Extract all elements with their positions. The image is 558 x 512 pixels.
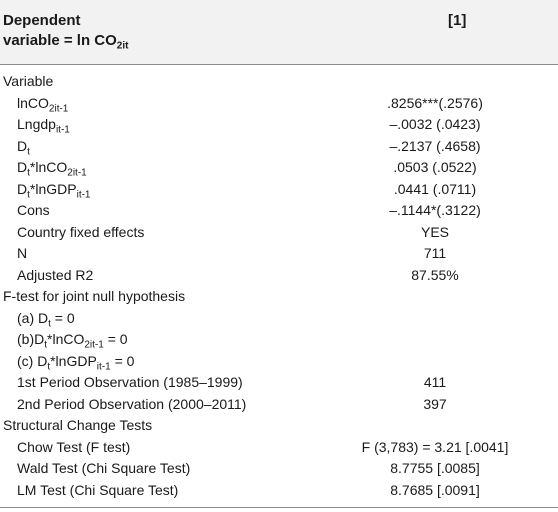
row-label-post: *lnCO: [47, 331, 85, 347]
row-label: [17, 437, 130, 459]
row-label-post2: = 0: [103, 331, 128, 347]
row-label-sub2: 2it-1: [67, 167, 87, 179]
row-label: [17, 351, 134, 373]
row-value: 8.7685 [.0091]: [390, 481, 480, 498]
row-label: [3, 286, 185, 308]
row-value: –.1144*(.3122): [389, 202, 481, 218]
row-label: [17, 329, 128, 351]
row-label: [17, 394, 246, 416]
row-label-sub: t: [48, 318, 51, 329]
row-label-sub: t: [47, 361, 51, 372]
row-label-label: Lngdp: [17, 116, 56, 132]
table-row: [0, 458, 558, 480]
row-label-post: = 0: [50, 309, 75, 326]
row-label-label: N: [17, 245, 28, 261]
row-label-post: *lnCO: [29, 159, 68, 175]
row-label-label: Variable: [3, 73, 54, 89]
row-label-label: Cons: [17, 202, 50, 218]
row-label-sub2: 2it-1: [84, 339, 104, 351]
row-label-label: D: [17, 159, 28, 175]
row-label-label: (b)D: [17, 331, 45, 347]
row-label-sub: t: [44, 339, 48, 351]
table-row: [0, 114, 558, 136]
table-row: [0, 136, 558, 158]
row-label-label: Country fixed effects: [17, 223, 145, 240]
section-header-row: [0, 415, 558, 437]
row-label-label: F-test for joint null hypothesis: [3, 288, 186, 304]
row-label-label: Chow Test (F test): [17, 438, 131, 455]
row-value: 87.55%: [411, 266, 459, 283]
row-value: –.2137 (.4658): [389, 137, 481, 154]
row-label-sub: it-1: [55, 124, 70, 136]
row-label: [17, 200, 50, 222]
row-label-label: Wald Test (Chi Square Test): [17, 460, 191, 476]
table-row: [0, 243, 558, 265]
table-row: [0, 93, 558, 115]
table-row: [0, 265, 558, 287]
row-label-label: Structural Change Tests: [3, 417, 153, 433]
row-label-label: LM Test (Chi Square Test): [17, 481, 179, 498]
row-value: –.0032 (.0423): [389, 116, 481, 132]
row-label-sub2: it-1: [96, 361, 111, 372]
row-label-sub2: it-1: [76, 189, 91, 200]
header-line-2-sub: 2it: [116, 40, 129, 52]
row-label: [17, 114, 70, 136]
table-row: [0, 308, 558, 330]
row-label: [17, 308, 75, 330]
row-label-label: (a) D: [17, 309, 49, 326]
row-label: [17, 372, 243, 394]
row-value: .8256***(.2576): [387, 94, 483, 111]
section-header-row: [0, 71, 558, 93]
row-label-label: 1st Period Observation (1985–1999): [17, 374, 243, 390]
row-label-sub: 2it-1: [48, 103, 69, 114]
table-row: [0, 372, 558, 394]
row-value: .0441 (.0711): [393, 180, 477, 197]
row-value: 711: [423, 245, 447, 261]
row-label: [17, 93, 68, 115]
row-label-label: Adjusted R2: [17, 266, 94, 283]
row-label: [17, 157, 87, 179]
table-row: [0, 157, 558, 179]
model-column-header: [1]: [448, 12, 467, 29]
row-value: 397: [423, 395, 447, 412]
row-value: 8.7755 [.0085]: [390, 460, 480, 476]
header-line-1: Dependent: [3, 12, 81, 29]
table-header: [0, 0, 558, 65]
table-row: [0, 437, 558, 459]
row-value: YES: [420, 223, 449, 240]
row-label: [17, 243, 27, 265]
header-line-2: [3, 31, 128, 51]
row-label-sub: t: [27, 189, 30, 200]
row-label-label: D: [17, 180, 28, 197]
row-label-post: *lnGDP: [50, 352, 97, 369]
table-body: [0, 71, 558, 501]
row-label: [3, 415, 152, 437]
table-row: [0, 351, 558, 373]
table-row: [0, 200, 558, 222]
row-label: [17, 265, 93, 287]
row-label: [17, 458, 190, 480]
row-label: [17, 222, 144, 244]
row-label: [17, 480, 178, 502]
table-row: [0, 480, 558, 502]
row-value: .0503 (.0522): [393, 159, 477, 175]
row-label: [3, 71, 53, 93]
row-label-label: lnCO: [17, 94, 49, 111]
row-label-sub: t: [27, 167, 30, 179]
row-value: 411: [423, 374, 447, 390]
table-row: [0, 394, 558, 416]
row-label-sub: t: [27, 146, 30, 157]
row-label-label: D: [17, 137, 28, 154]
row-label: [17, 179, 91, 201]
table-row: [0, 179, 558, 201]
row-label: [17, 136, 30, 158]
section-header-row: [0, 286, 558, 308]
table-row: [0, 222, 558, 244]
row-value: F (3,783) = 3.21 [.0041]: [361, 438, 509, 455]
bottom-rule: [0, 507, 558, 508]
row-label-post: *lnGDP: [29, 180, 77, 197]
row-label-label: 2nd Period Observation (2000–2011): [17, 395, 247, 412]
header-line-2-text: variable = ln CO: [3, 32, 117, 49]
dependent-variable-header: [3, 11, 128, 51]
row-label-label: (c) D: [17, 352, 48, 369]
row-label-post2: = 0: [110, 352, 135, 369]
table-row: [0, 329, 558, 351]
